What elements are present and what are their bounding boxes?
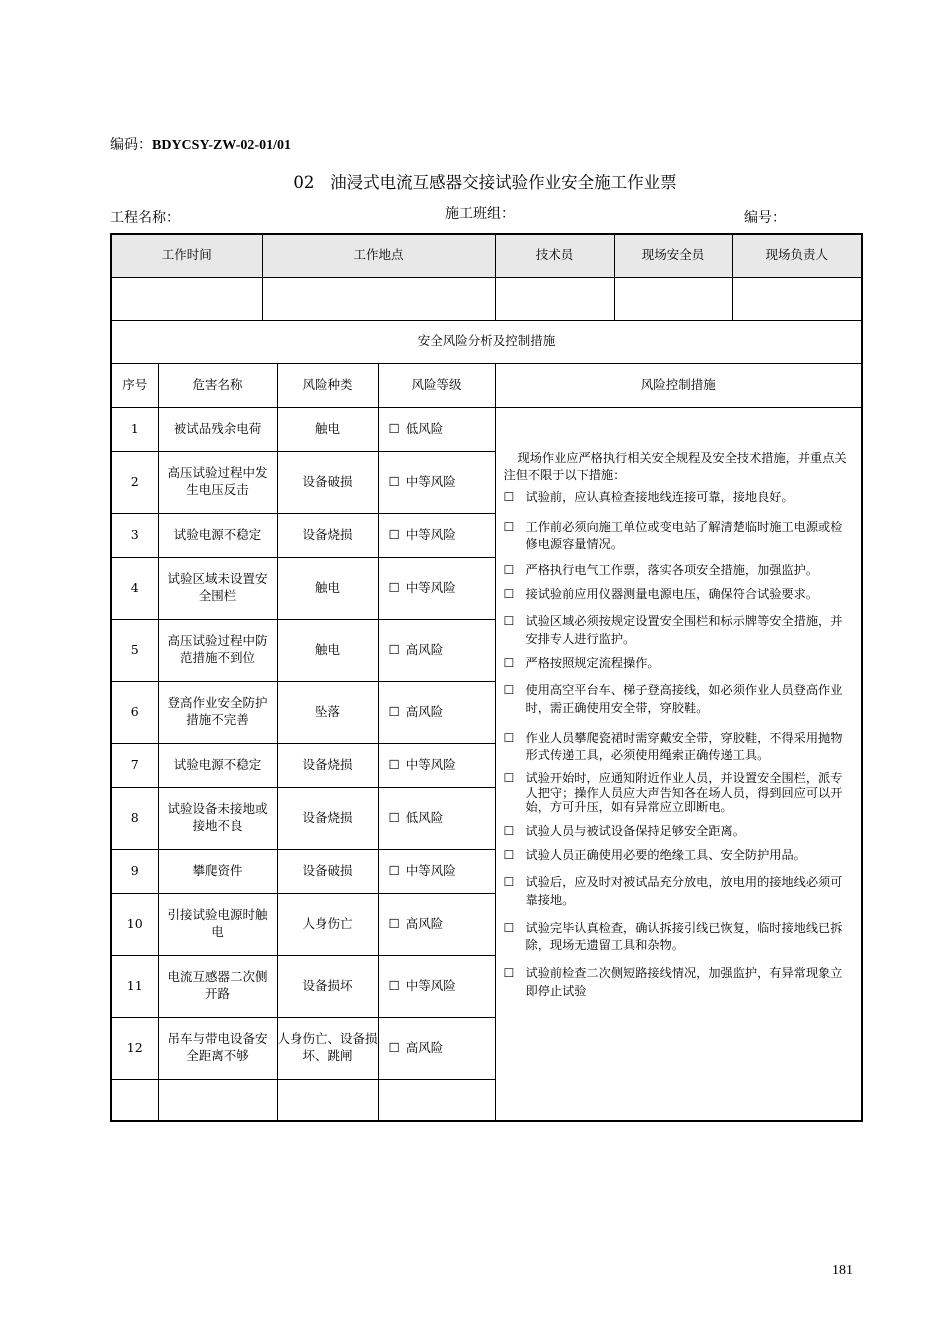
checkbox-icon[interactable]: ☐ [388, 473, 400, 489]
hazard-name: 攀爬资件 [158, 849, 277, 893]
measure-text: 试验完毕认真检查，确认拆接引线已恢复，临时接地线已拆除，现场无遗留工具和杂物。 [525, 920, 843, 953]
risk-level-label: 中等风险 [405, 526, 456, 542]
row-number: 8 [111, 787, 158, 849]
risk-level[interactable] [378, 787, 495, 849]
risk-type: 设备烧损 [277, 743, 378, 787]
code-value: BDYCSY-ZW-02-01/01 [152, 138, 291, 153]
hazard-name: 被试品残余电荷 [158, 407, 277, 451]
row-number: 3 [111, 513, 158, 557]
risk-level-label: 低风险 [405, 809, 444, 825]
hazard-name: 高压试验过程中发生电压反击 [158, 451, 277, 513]
measure-item [504, 613, 854, 648]
checkbox-icon[interactable]: ☐ [503, 920, 515, 935]
checkbox-icon[interactable]: ☐ [503, 771, 515, 786]
code-label: 编码： [110, 137, 152, 153]
site-manager-cell[interactable] [732, 277, 862, 320]
measure-item [504, 823, 854, 841]
measure-item [504, 771, 854, 815]
checkbox-icon[interactable]: ☐ [388, 703, 400, 719]
measure-text: 严格按照规定流程操作。 [525, 655, 660, 670]
row-number: 10 [111, 893, 158, 955]
risk-level[interactable] [378, 681, 495, 743]
technician-cell[interactable] [495, 277, 614, 320]
checkbox-icon[interactable]: ☐ [388, 579, 400, 595]
risk-level[interactable] [378, 955, 495, 1017]
risk-level[interactable] [378, 849, 495, 893]
risk-type: 设备破损 [277, 849, 378, 893]
measure-item [504, 655, 854, 673]
empty-cell[interactable] [378, 1079, 495, 1121]
checkbox-icon[interactable]: ☐ [503, 519, 515, 534]
risk-level-label: 高风险 [405, 703, 444, 719]
info-value-row [111, 277, 862, 320]
risk-header-row [111, 363, 862, 407]
checkbox-icon[interactable]: ☐ [503, 875, 515, 890]
checkbox-icon[interactable]: ☐ [388, 977, 400, 993]
risk-type: 设备烧损 [277, 787, 378, 849]
risk-type: 触电 [277, 557, 378, 619]
info-header-row [111, 234, 862, 277]
team-label: 施工班组： [445, 206, 515, 222]
safety-officer-cell[interactable] [614, 277, 732, 320]
measure-text: 严格执行电气工作票，落实各项安全措施，加强监护。 [525, 562, 819, 577]
checkbox-icon[interactable]: ☐ [503, 614, 515, 629]
page-number: 181 [832, 1263, 853, 1278]
risk-level-label: 高风险 [405, 915, 444, 931]
empty-cell[interactable] [158, 1079, 277, 1121]
title-number: 02 [293, 173, 315, 192]
measure-item [504, 730, 854, 765]
row-number: 6 [111, 681, 158, 743]
risk-level[interactable] [378, 1017, 495, 1079]
risk-level-label: 中等风险 [405, 862, 456, 878]
hazard-name: 试验电源不稳定 [158, 743, 277, 787]
measure-item [504, 682, 854, 717]
risk-level-label: 中等风险 [405, 473, 456, 489]
header-technician: 技术员 [495, 234, 614, 277]
section-title-row [111, 320, 862, 363]
hazard-name: 试验区域未设置安全围栏 [158, 557, 277, 619]
measure-text: 试验开始时，应通知附近作业人员，并设置安全围栏，派专人把守；操作人员应大声告知各在场人员，得到回应可以开始，方可升压，如有异常应立即断电。 [525, 771, 843, 815]
risk-level[interactable] [378, 407, 495, 451]
risk-level-label: 低风险 [405, 420, 444, 436]
risk-type: 坠落 [277, 681, 378, 743]
checkbox-icon[interactable]: ☐ [388, 862, 400, 878]
risk-level-label: 高风险 [405, 641, 444, 657]
header-site-manager: 现场负责人 [732, 234, 862, 277]
measure-text: 试验区域必须按规定设置安全围栏和标示牌等安全措施，并安排专人进行监护。 [525, 614, 843, 646]
risk-type: 人身伤亡、设备损坏、跳闸 [277, 1017, 378, 1079]
row-number: 7 [111, 743, 158, 787]
checkbox-icon[interactable]: ☐ [388, 756, 400, 772]
risk-level-label: 中等风险 [405, 756, 456, 772]
checkbox-icon[interactable]: ☐ [503, 847, 515, 862]
checkbox-icon[interactable]: ☐ [503, 730, 515, 745]
row-number: 4 [111, 557, 158, 619]
risk-level-label: 中等风险 [405, 977, 456, 993]
measure-text: 试验人员与被试设备保持足够安全距离。 [525, 824, 745, 839]
risk-level[interactable] [378, 619, 495, 681]
measure-text: 工作前必须向施工单位或变电站了解清楚临时施工电源或检修电源容量情况。 [525, 519, 843, 552]
checkbox-icon[interactable]: ☐ [503, 562, 515, 577]
checkbox-icon[interactable]: ☐ [388, 526, 400, 542]
measure-item [504, 920, 854, 955]
row-number: 2 [111, 451, 158, 513]
hazard-name: 引接试验电源时触电 [158, 893, 277, 955]
hazard-name: 登高作业安全防护措施不完善 [158, 681, 277, 743]
checkbox-icon[interactable]: ☐ [503, 683, 515, 698]
checkbox-icon[interactable]: ☐ [503, 489, 515, 504]
header-safety-officer: 现场安全员 [614, 234, 732, 277]
risk-level[interactable] [378, 513, 495, 557]
document-code [110, 134, 291, 154]
checkbox-icon[interactable]: ☐ [388, 915, 400, 931]
title-text: 油浸式电流互感器交接试验作业安全施工作业票 [330, 173, 677, 192]
measure-text: 试验后，应及时对被试品充分放电，放电用的接地线必须可靠接地。 [525, 875, 843, 908]
risk-level[interactable] [378, 451, 495, 513]
risk-type: 触电 [277, 407, 378, 451]
measure-item [504, 519, 854, 554]
control-measures-cell [495, 407, 862, 1121]
measure-text: 试验前检查二次侧短路接线情况，加强监护，有异常现象立即停止试验 [525, 966, 843, 998]
header-risk-type: 风险种类 [277, 363, 378, 407]
measure-item [504, 586, 854, 604]
risk-type: 设备烧损 [277, 513, 378, 557]
work-location-cell[interactable] [262, 277, 495, 320]
checkbox-icon[interactable]: ☐ [503, 655, 515, 670]
measure-item [504, 965, 854, 1000]
measures-intro: 现场作业应严格执行相关安全规程及安全技术措施，并重点关注但不限于以下措施： [503, 450, 847, 483]
header-work-location: 工作地点 [262, 234, 495, 277]
measure-item [504, 562, 854, 580]
hazard-name: 试验设备未接地或接地不良 [158, 787, 277, 849]
measure-item [504, 847, 854, 865]
measure-text: 使用高空平台车、梯子登高接线，如必须作业人员登高作业时，需正确使用安全带，穿胶鞋。 [525, 683, 843, 716]
checkbox-icon[interactable]: ☐ [388, 420, 400, 436]
hazard-name: 高压试验过程中防范措施不到位 [158, 619, 277, 681]
checkbox-icon[interactable]: ☐ [388, 809, 400, 825]
row-number: 1 [111, 407, 158, 451]
measure-item [504, 874, 854, 909]
risk-level-label: 中等风险 [405, 579, 456, 595]
measure-text: 接试验前应用仪器测量电源电压，确保符合试验要求。 [525, 586, 819, 601]
safety-ticket-table [110, 233, 863, 1122]
project-name-label: 工程名称： [110, 210, 180, 226]
risk-level[interactable] [378, 743, 495, 787]
work-time-cell[interactable] [111, 277, 262, 320]
checkbox-icon[interactable]: ☐ [503, 966, 515, 981]
checkbox-icon[interactable]: ☐ [388, 1039, 400, 1055]
hazard-name: 电流互感器二次侧开路 [158, 955, 277, 1017]
checkbox-icon[interactable]: ☐ [503, 824, 515, 839]
table-row [111, 407, 862, 451]
hazard-name: 试验电源不稳定 [158, 513, 277, 557]
risk-level[interactable] [378, 893, 495, 955]
hazard-name: 吊车与带电设备安全距离不够 [158, 1017, 277, 1079]
empty-cell[interactable] [277, 1079, 378, 1121]
measure-text: 试验人员正确使用必要的绝缘工具、安全防护用品。 [525, 847, 806, 862]
measure-text: 试验前，应认真检查接地线连接可靠，接地良好。 [525, 489, 794, 504]
document-title [0, 169, 950, 193]
header-risk-level: 风险等级 [378, 363, 495, 407]
row-number: 9 [111, 849, 158, 893]
measure-text: 作业人员攀爬瓷裙时需穿戴安全带，穿胶鞋，不得采用抛物形式传递工具，必须使用绳索正确传递工具。 [525, 730, 843, 763]
header-seq: 序号 [111, 363, 158, 407]
section-title: 安全风险分析及控制措施 [111, 320, 862, 363]
number-label: 编号： [744, 210, 786, 226]
checkbox-icon[interactable]: ☐ [388, 641, 400, 657]
header-hazard: 危害名称 [158, 363, 277, 407]
empty-cell[interactable] [111, 1079, 158, 1121]
row-number: 5 [111, 619, 158, 681]
row-number: 11 [111, 955, 158, 1017]
checkbox-icon[interactable]: ☐ [503, 586, 515, 601]
header-control-measures: 风险控制措施 [495, 363, 862, 407]
risk-level[interactable] [378, 557, 495, 619]
risk-level-label: 高风险 [405, 1039, 444, 1055]
risk-type: 触电 [277, 619, 378, 681]
risk-type: 设备破损 [277, 451, 378, 513]
risk-type: 设备损坏 [277, 955, 378, 1017]
risk-type: 人身伤亡 [277, 893, 378, 955]
measure-item [504, 489, 854, 507]
row-number: 12 [111, 1017, 158, 1079]
header-work-time: 工作时间 [111, 234, 262, 277]
